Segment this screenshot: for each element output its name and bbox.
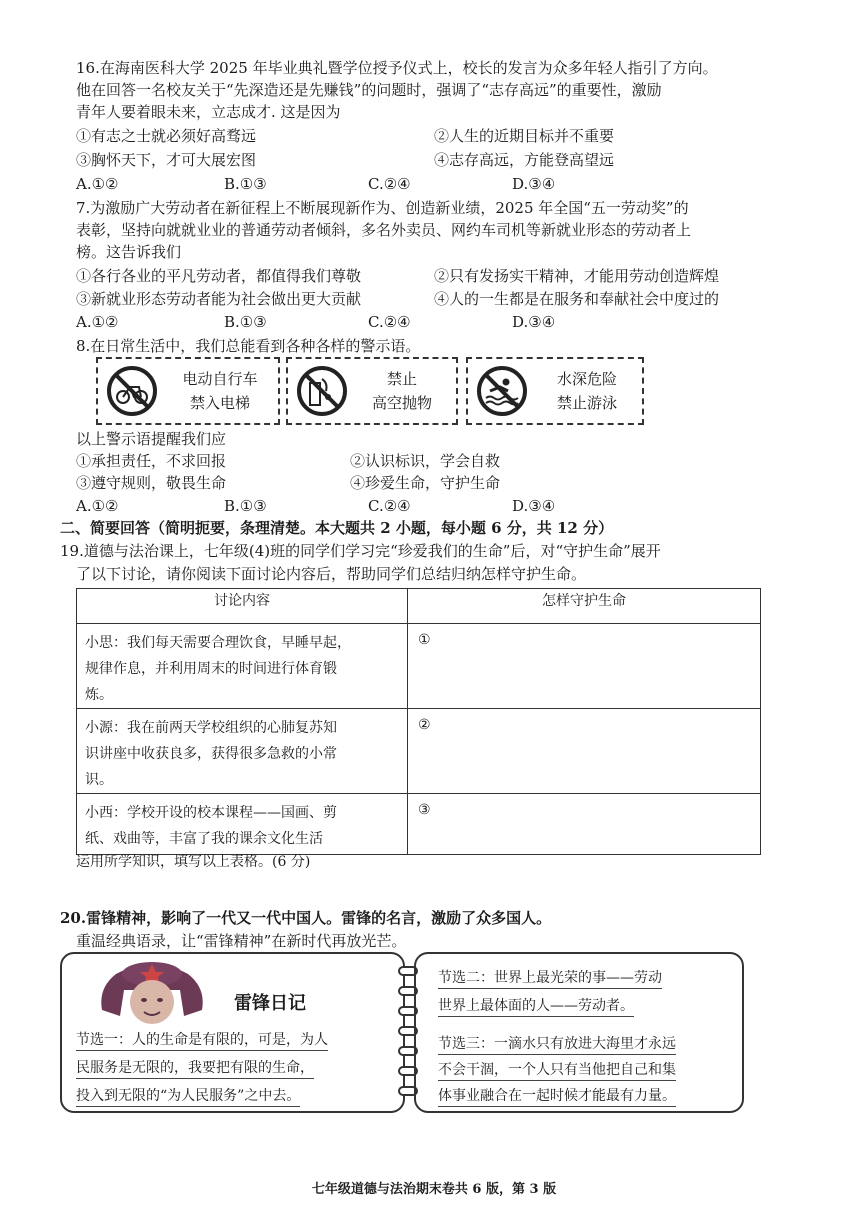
q17-line-2: 表彰，坚持向就就业业的普通劳动者倾斜，多名外卖员、网约车司机等新就业形态的劳动者上 <box>76 221 692 239</box>
sign3-text-1: 水深危险 <box>556 370 617 388</box>
answer-marker-2: ② <box>418 717 431 733</box>
header-discussion: 讨论内容 <box>77 589 408 624</box>
q18-line-1: 8.在日常生活中，我们总能看到各种各样的警示语。 <box>76 337 421 355</box>
q17-statement-1: ①各行各业的平凡劳动者，都值得我们尊敬 <box>76 267 362 285</box>
sign1-text-1: 电动自行车 <box>182 370 258 388</box>
diary-left-page <box>60 952 405 1113</box>
q17-statement-3: ③新就业形态劳动者能为社会做出更大贡献 <box>76 290 362 308</box>
row3-text-1: 小西：学校开设的校本课程——国画、剪 <box>85 805 337 821</box>
warning-sign-ebike <box>96 357 280 425</box>
row3-text-2: 纸、戏曲等，丰富了我的课余文化生活 <box>85 831 323 847</box>
row1-text-2: 规律作息，并利用周末的时间进行体育锻 <box>85 661 337 677</box>
row1-text-1: 小思：我们每天需要合理饮食，早睡早起， <box>85 635 351 651</box>
excerpt-3-line-1: 节选三：一滴水只有放进大海里才永远 <box>438 1036 676 1055</box>
sign2-text-1: 禁止 <box>386 370 417 388</box>
q18-option-a: A.①② <box>76 497 119 515</box>
q18-option-d: D.③④ <box>512 497 556 515</box>
discussion-cell <box>77 794 408 855</box>
leifeng-portrait-icon <box>92 958 212 1028</box>
excerpt-2-line-2: 世界上最体面的人——劳动者。 <box>438 998 634 1017</box>
row2-text-3: 识。 <box>85 772 113 788</box>
q17-option-c: C.②④ <box>368 313 411 331</box>
q18-line-2: 以上警示语提醒我们应 <box>76 430 227 448</box>
q16-option-c: C.②④ <box>368 175 411 193</box>
q17-statement-4: ④人的一生都是在服务和奉献社会中度过的 <box>434 290 720 308</box>
q16-line-2: 他在回答一名校友关于“先深造还是先赚钱”的问题时，强调了“志存高远”的重要性，激励 <box>76 81 662 99</box>
q16-statement-4: ④志存高远，方能登高望远 <box>434 151 615 169</box>
q19-line-2: 了以下讨论，请你阅读下面讨论内容后，帮助同学们总结归纳怎样守护生命。 <box>76 565 587 583</box>
table-row <box>77 709 761 794</box>
discussion-table <box>76 588 761 855</box>
warning-sign-throwing <box>286 357 458 425</box>
section-2-heading: 二、简要回答（简明扼要，条理清楚。本大题共 2 小题，每小题 6 分，共 12 分） <box>60 519 614 537</box>
no-throwing-icon <box>296 365 348 417</box>
q17-statement-2: ②只有发扬实干精神，才能用劳动创造辉煌 <box>434 267 720 285</box>
q16-option-d: D.③④ <box>512 175 556 193</box>
excerpt-1-line-1: 节选一：人的生命是有限的，可是，为人 <box>76 1032 328 1051</box>
q20-line-2: 重温经典语录，让“雷锋精神”在新时代再放光芒。 <box>76 932 407 950</box>
q17-option-d: D.③④ <box>512 313 556 331</box>
row1-text-3: 炼。 <box>85 687 113 703</box>
q16-line-1: 16.在海南医科大学 2025 年毕业典礼暨学位授予仪式上，校长的发言为众多年轻人指引了方向。 <box>76 59 718 77</box>
q18-statement-1: ①承担责任，不求回报 <box>76 452 227 470</box>
discussion-cell <box>77 709 408 794</box>
diary-right-page <box>414 952 744 1113</box>
excerpt-2-line-1: 节选二：世界上最光荣的事——劳动 <box>438 970 662 989</box>
q17-option-b: B.①③ <box>224 313 267 331</box>
answer-cell-2[interactable] <box>408 709 761 794</box>
q17-option-a: A.①② <box>76 313 119 331</box>
q18-statement-4: ④珍爱生命，守护生命 <box>350 474 501 492</box>
table-row <box>77 794 761 855</box>
q16-option-b: B.①③ <box>224 175 267 193</box>
excerpt-1-line-2: 民服务是无限的，我要把有限的生命， <box>76 1060 314 1079</box>
sign2-text-2: 高空抛物 <box>371 394 432 412</box>
answer-cell-3[interactable] <box>408 794 761 855</box>
excerpt-3-line-2: 不会干涸，一个人只有当他把自己和集 <box>438 1062 676 1081</box>
diary-title: 雷锋日记 <box>234 993 306 1014</box>
excerpt-1-line-3: 投入到无限的“为人民服务”之中去。 <box>76 1088 300 1107</box>
leifeng-diary <box>60 952 744 1115</box>
q18-option-c: C.②④ <box>368 497 411 515</box>
q16-statement-3: ③胸怀天下，才可大展宏图 <box>76 151 257 169</box>
q19-line-1: 19.道德与法治课上，七年级(4)班的同学们学习完“珍爱我们的生命”后，对“守护生命”展开 <box>60 542 661 560</box>
page-footer: 七年级道德与法治期末卷共 6 版，第 3 版 <box>311 1182 557 1197</box>
answer-marker-3: ③ <box>418 802 431 818</box>
sign3-text-2: 禁止游泳 <box>556 394 617 412</box>
q20-line-1: 20.雷锋精神，影响了一代又一代中国人。雷锋的名言，激励了众多国人。 <box>60 909 552 927</box>
no-ebike-icon <box>106 365 158 417</box>
q18-statement-2: ②认识标识，学会自救 <box>350 452 501 470</box>
header-protect-life: 怎样守护生命 <box>408 589 761 624</box>
discussion-cell <box>77 624 408 709</box>
warning-sign-swimming <box>466 357 644 425</box>
table-row <box>77 624 761 709</box>
q17-line-1: 7.为激励广大劳动者在新征程上不断展现新作为、创造新业绩，2025 年全国“五一劳动奖”的 <box>76 199 689 217</box>
q18-option-b: B.①③ <box>224 497 267 515</box>
answer-cell-1[interactable] <box>408 624 761 709</box>
q16-option-a: A.①② <box>76 175 119 193</box>
excerpt-3-line-3: 体事业融合在一起时候才能最有力量。 <box>438 1088 676 1107</box>
q17-line-3: 榜。这告诉我们 <box>76 243 182 261</box>
table-header-row <box>77 589 761 624</box>
answer-marker-1: ① <box>418 632 431 648</box>
q19-note: 运用所学知识，填写以上表格。(6 分) <box>76 854 311 870</box>
row2-text-1: 小源：我在前两天学校组织的心肺复苏知 <box>85 720 337 736</box>
no-swimming-icon <box>476 365 528 417</box>
q18-statement-3: ③遵守规则，敬畏生命 <box>76 474 227 492</box>
q16-statement-2: ②人生的近期目标并不重要 <box>434 127 615 145</box>
row2-text-2: 识讲座中收获良多，获得很多急救的小常 <box>85 746 337 762</box>
sign1-text-2: 禁入电梯 <box>189 394 250 412</box>
q16-statement-1: ①有志之士就必须好高骛远 <box>76 127 257 145</box>
q16-line-3: 青年人要着眼未来，立志成才. 这是因为 <box>76 103 341 121</box>
